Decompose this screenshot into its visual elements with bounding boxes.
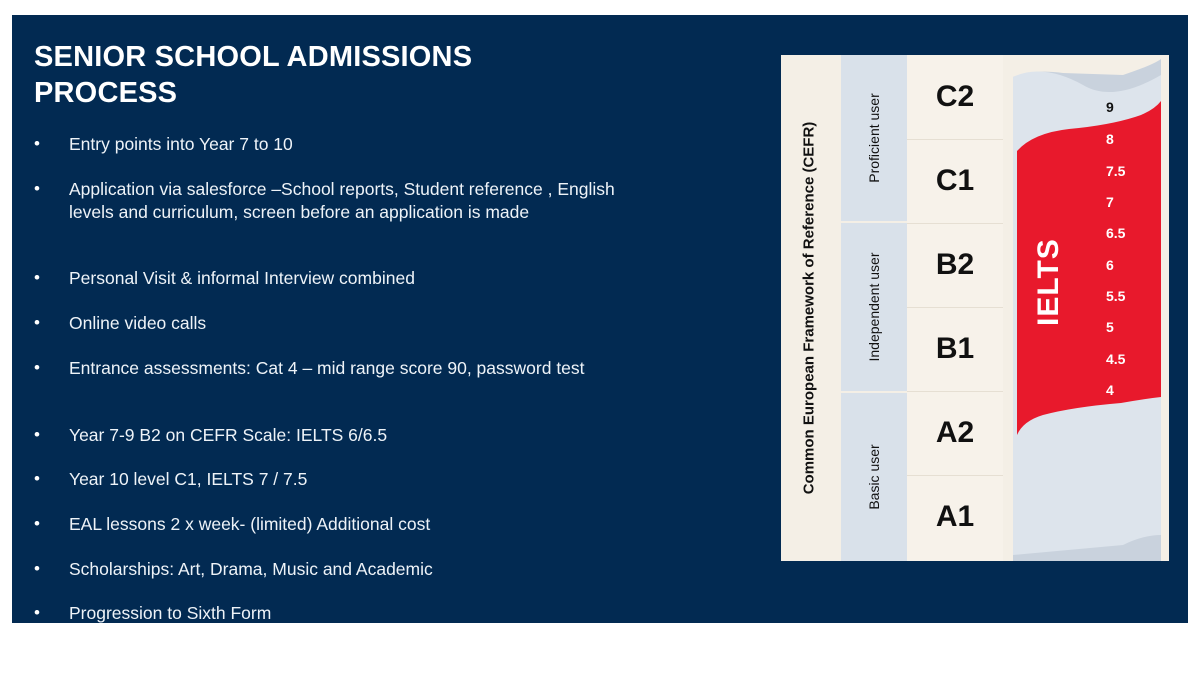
bullet-text: Progression to Sixth Form	[69, 603, 272, 623]
ielts-score: 4.5	[1106, 351, 1126, 367]
band-basic	[841, 393, 907, 561]
level-a1: A1	[935, 500, 975, 533]
bullet-dot: •	[34, 134, 40, 153]
ielts-score: 8	[1106, 131, 1114, 147]
user-band-column	[841, 55, 907, 561]
bullet-item	[32, 424, 672, 447]
bullet-dot: •	[34, 358, 40, 377]
bullet-item	[32, 558, 672, 581]
bullet-item	[32, 468, 672, 491]
ielts-score: 6.5	[1106, 225, 1126, 241]
ielts-label: IELTS	[1032, 238, 1065, 326]
bullet-dot: •	[34, 268, 40, 287]
slide-title	[34, 39, 594, 111]
bullet-dot: •	[34, 514, 40, 533]
level-c2: C2	[907, 55, 1003, 140]
bullet-item	[32, 312, 672, 335]
band-label-basic: Basic user	[866, 444, 882, 510]
bullet-text: EAL lessons 2 x week- (limited) Additional cost	[69, 514, 431, 534]
bullet-dot: •	[34, 603, 40, 622]
bullet-dot: •	[34, 559, 40, 578]
bullet-item	[32, 357, 672, 380]
title-line-1: SENIOR SCHOOL ADMISSIONS	[34, 41, 473, 73]
title-line-2: PROCESS	[34, 77, 178, 109]
ielts-score: 5.5	[1106, 288, 1126, 304]
ielts-score: 5	[1106, 319, 1114, 335]
ielts-score: 4	[1106, 382, 1114, 398]
ielts-score: 7	[1106, 194, 1114, 210]
ielts-band-graphic	[1003, 55, 1169, 561]
level-b1: B1	[907, 307, 1003, 392]
level-column	[907, 55, 1003, 561]
bullet-text: Entry points into Year 7 to 10	[69, 134, 293, 154]
bullet-text: Online video calls	[69, 313, 207, 333]
slide	[12, 15, 1188, 623]
level-c1: C1	[907, 139, 1003, 224]
bullet-dot: •	[34, 469, 40, 488]
bullet-text: Scholarships: Art, Drama, Music and Academic	[69, 559, 433, 579]
band-label-proficient: Proficient user	[866, 93, 882, 183]
band-label-independent: Independent user	[866, 252, 882, 362]
ielts-score: 9	[1106, 99, 1114, 115]
level-a2: A2	[907, 391, 1003, 476]
band-proficient	[841, 55, 907, 223]
bullet-text: Year 10 level C1, IELTS 7 / 7.5	[69, 469, 308, 489]
bullet-dot: •	[34, 313, 40, 332]
bullet-text: Personal Visit & informal Interview combined	[69, 268, 415, 288]
ielts-score: 6	[1106, 257, 1114, 273]
cefr-axis	[789, 55, 829, 561]
bullet-item	[32, 513, 672, 536]
level-b2: B2	[907, 223, 1003, 308]
bullet-item	[32, 133, 672, 156]
bullet-text: Year 7-9 B2 on CEFR Scale: IELTS 6/6.5	[69, 425, 388, 445]
bullet-dot: •	[34, 425, 40, 444]
band-independent	[841, 223, 907, 393]
bullet-dot: •	[34, 179, 40, 198]
bullet-item	[32, 602, 672, 623]
bullet-text: Entrance assessments: Cat 4 – mid range score 90, password test	[69, 358, 585, 378]
bullet-item	[32, 178, 672, 223]
ielts-score: 7.5	[1106, 163, 1126, 179]
cefr-ielts-chart	[781, 55, 1169, 561]
cefr-axis-label: Common European Framework of Reference (CEFR)	[800, 121, 818, 495]
bullet-text: Application via salesforce –School reports, Student reference , English levels and curriculum, screen before an application is made	[69, 179, 615, 222]
bullet-item	[32, 267, 672, 290]
